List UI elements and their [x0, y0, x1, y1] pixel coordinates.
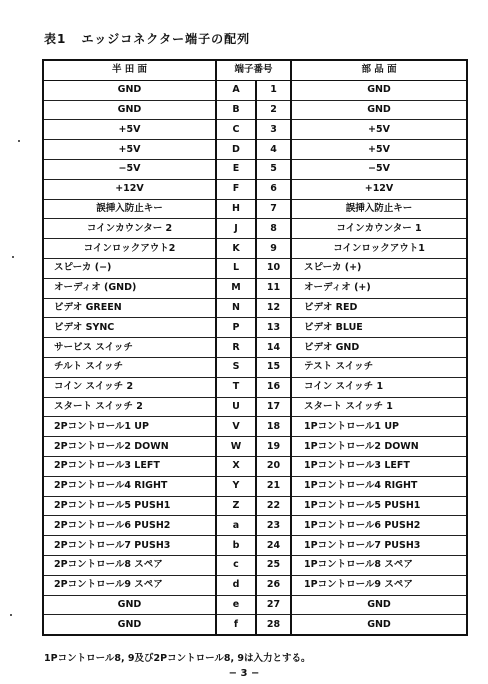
pin-letter-cell: A: [216, 80, 256, 100]
component-side-cell: コインロックアウト1: [291, 239, 467, 259]
component-side-cell: 1Pコントロール1 UP: [291, 417, 467, 437]
pin-number-cell: 11: [256, 278, 291, 298]
pin-letter-cell: S: [216, 357, 256, 377]
component-side-cell: ビデオ RED: [291, 298, 467, 318]
component-side-cell: スピーカ (+): [291, 258, 467, 278]
pin-number-cell: 10: [256, 258, 291, 278]
scan-speck: [10, 614, 12, 616]
component-side-cell: コインカウンター 1: [291, 219, 467, 239]
table-row: [43, 575, 467, 595]
pin-number-cell: 27: [256, 595, 291, 615]
component-side-cell: GND: [291, 595, 467, 615]
component-side-cell: ビデオ GND: [291, 338, 467, 358]
pin-letter-cell: M: [216, 278, 256, 298]
solder-side-cell: 2Pコントロール5 PUSH1: [43, 496, 216, 516]
pin-letter-cell: U: [216, 397, 256, 417]
component-side-cell: 1Pコントロール4 RIGHT: [291, 476, 467, 496]
pin-letter-cell: Z: [216, 496, 256, 516]
pin-letter-cell: d: [216, 575, 256, 595]
table-row: [43, 338, 467, 358]
solder-side-cell: コインカウンター 2: [43, 219, 216, 239]
pin-letter-cell: K: [216, 239, 256, 259]
table-title: [44, 30, 250, 47]
solder-side-cell: コイン スイッチ 2: [43, 377, 216, 397]
pin-letter-cell: L: [216, 258, 256, 278]
pin-number-cell: 13: [256, 318, 291, 338]
component-side-cell: −5V: [291, 159, 467, 179]
pin-number-cell: 21: [256, 476, 291, 496]
table-row: [43, 80, 467, 100]
solder-side-cell: 2Pコントロール4 RIGHT: [43, 476, 216, 496]
solder-side-cell: 2Pコントロール9 スペア: [43, 575, 216, 595]
pin-number-cell: 2: [256, 100, 291, 120]
pin-number-cell: 25: [256, 555, 291, 575]
solder-side-cell: 誤挿入防止キー: [43, 199, 216, 219]
pin-letter-cell: R: [216, 338, 256, 358]
solder-side-cell: 2Pコントロール3 LEFT: [43, 456, 216, 476]
pin-letter-cell: P: [216, 318, 256, 338]
pin-number-cell: 8: [256, 219, 291, 239]
solder-side-cell: コインロックアウト2: [43, 239, 216, 259]
pin-letter-cell: X: [216, 456, 256, 476]
table-row: [43, 456, 467, 476]
table-row: [43, 159, 467, 179]
pin-letter-cell: T: [216, 377, 256, 397]
scan-speck: [12, 256, 14, 258]
pin-number-cell: 4: [256, 140, 291, 160]
pin-letter-cell: F: [216, 179, 256, 199]
table-caption: エッジコネクター端子の配列: [81, 32, 251, 46]
table-row: [43, 615, 467, 635]
table-row: [43, 496, 467, 516]
header-solder-side: 半 田 面: [43, 60, 216, 80]
solder-side-cell: +12V: [43, 179, 216, 199]
pin-letter-cell: B: [216, 100, 256, 120]
table-body: [43, 80, 467, 635]
component-side-cell: 1Pコントロール6 PUSH2: [291, 516, 467, 536]
pin-number-cell: 26: [256, 575, 291, 595]
pin-number-cell: 1: [256, 80, 291, 100]
table-row: [43, 100, 467, 120]
footnote: 1Pコントロール8, 9及び2Pコントロール8, 9は入力とする。: [44, 653, 311, 664]
component-side-cell: 誤挿入防止キー: [291, 199, 467, 219]
component-side-cell: +5V: [291, 120, 467, 140]
solder-side-cell: ビデオ GREEN: [43, 298, 216, 318]
solder-side-cell: 2Pコントロール2 DOWN: [43, 437, 216, 457]
table-row: [43, 179, 467, 199]
table-row: [43, 318, 467, 338]
table-row: [43, 417, 467, 437]
table-row: [43, 239, 467, 259]
solder-side-cell: 2Pコントロール6 PUSH2: [43, 516, 216, 536]
solder-side-cell: GND: [43, 80, 216, 100]
header-pin-number: 端子番号: [216, 60, 291, 80]
component-side-cell: スタート スイッチ 1: [291, 397, 467, 417]
component-side-cell: 1Pコントロール9 スペア: [291, 575, 467, 595]
table-row: [43, 199, 467, 219]
component-side-cell: GND: [291, 615, 467, 635]
pin-number-cell: 17: [256, 397, 291, 417]
solder-side-cell: GND: [43, 615, 216, 635]
solder-side-cell: サービス スイッチ: [43, 338, 216, 358]
solder-side-cell: GND: [43, 100, 216, 120]
pin-number-cell: 6: [256, 179, 291, 199]
table-row: [43, 120, 467, 140]
pin-number-cell: 23: [256, 516, 291, 536]
table-row: [43, 298, 467, 318]
component-side-cell: GND: [291, 100, 467, 120]
table-label: 表1: [44, 32, 67, 46]
solder-side-cell: ビデオ SYNC: [43, 318, 216, 338]
component-side-cell: +12V: [291, 179, 467, 199]
component-side-cell: 1Pコントロール8 スペア: [291, 555, 467, 575]
pin-number-cell: 16: [256, 377, 291, 397]
solder-side-cell: GND: [43, 595, 216, 615]
pin-number-cell: 3: [256, 120, 291, 140]
table-row: [43, 258, 467, 278]
component-side-cell: 1Pコントロール2 DOWN: [291, 437, 467, 457]
component-side-cell: +5V: [291, 140, 467, 160]
component-side-cell: テスト スイッチ: [291, 357, 467, 377]
pin-number-cell: 9: [256, 239, 291, 259]
pin-number-cell: 7: [256, 199, 291, 219]
table-row: [43, 595, 467, 615]
solder-side-cell: 2Pコントロール8 スペア: [43, 555, 216, 575]
pin-letter-cell: c: [216, 555, 256, 575]
pin-letter-cell: D: [216, 140, 256, 160]
pin-number-cell: 12: [256, 298, 291, 318]
pin-letter-cell: V: [216, 417, 256, 437]
pin-letter-cell: f: [216, 615, 256, 635]
solder-side-cell: +5V: [43, 140, 216, 160]
solder-side-cell: チルト スイッチ: [43, 357, 216, 377]
table-row: [43, 278, 467, 298]
table-row: [43, 476, 467, 496]
solder-side-cell: オーディオ (GND): [43, 278, 216, 298]
table-row: [43, 397, 467, 417]
solder-side-cell: 2Pコントロール1 UP: [43, 417, 216, 437]
pin-assignment-table: [42, 59, 468, 636]
table-row: [43, 357, 467, 377]
solder-side-cell: −5V: [43, 159, 216, 179]
pin-number-cell: 20: [256, 456, 291, 476]
solder-side-cell: スピーカ (−): [43, 258, 216, 278]
pin-number-cell: 5: [256, 159, 291, 179]
solder-side-cell: 2Pコントロール7 PUSH3: [43, 536, 216, 556]
pin-letter-cell: a: [216, 516, 256, 536]
header-row: [43, 60, 467, 80]
component-side-cell: コイン スイッチ 1: [291, 377, 467, 397]
pin-number-cell: 15: [256, 357, 291, 377]
pin-letter-cell: E: [216, 159, 256, 179]
header-component-side: 部 品 面: [291, 60, 467, 80]
component-side-cell: 1Pコントロール7 PUSH3: [291, 536, 467, 556]
table-row: [43, 219, 467, 239]
pin-number-cell: 18: [256, 417, 291, 437]
pin-number-cell: 14: [256, 338, 291, 358]
table-row: [43, 536, 467, 556]
component-side-cell: 1Pコントロール3 LEFT: [291, 456, 467, 476]
pin-letter-cell: e: [216, 595, 256, 615]
pin-letter-cell: H: [216, 199, 256, 219]
pin-letter-cell: Y: [216, 476, 256, 496]
component-side-cell: ビデオ BLUE: [291, 318, 467, 338]
solder-side-cell: スタート スイッチ 2: [43, 397, 216, 417]
table-row: [43, 437, 467, 457]
pin-number-cell: 19: [256, 437, 291, 457]
page-number: − 3 −: [228, 668, 260, 679]
table-row: [43, 140, 467, 160]
pin-letter-cell: J: [216, 219, 256, 239]
table-row: [43, 555, 467, 575]
pin-number-cell: 24: [256, 536, 291, 556]
pin-letter-cell: C: [216, 120, 256, 140]
component-side-cell: オーディオ (+): [291, 278, 467, 298]
pin-number-cell: 22: [256, 496, 291, 516]
table-row: [43, 516, 467, 536]
pin-letter-cell: N: [216, 298, 256, 318]
solder-side-cell: +5V: [43, 120, 216, 140]
table-row: [43, 377, 467, 397]
component-side-cell: 1Pコントロール5 PUSH1: [291, 496, 467, 516]
pin-number-cell: 28: [256, 615, 291, 635]
component-side-cell: GND: [291, 80, 467, 100]
pin-letter-cell: b: [216, 536, 256, 556]
pin-letter-cell: W: [216, 437, 256, 457]
scan-speck: [18, 140, 20, 142]
